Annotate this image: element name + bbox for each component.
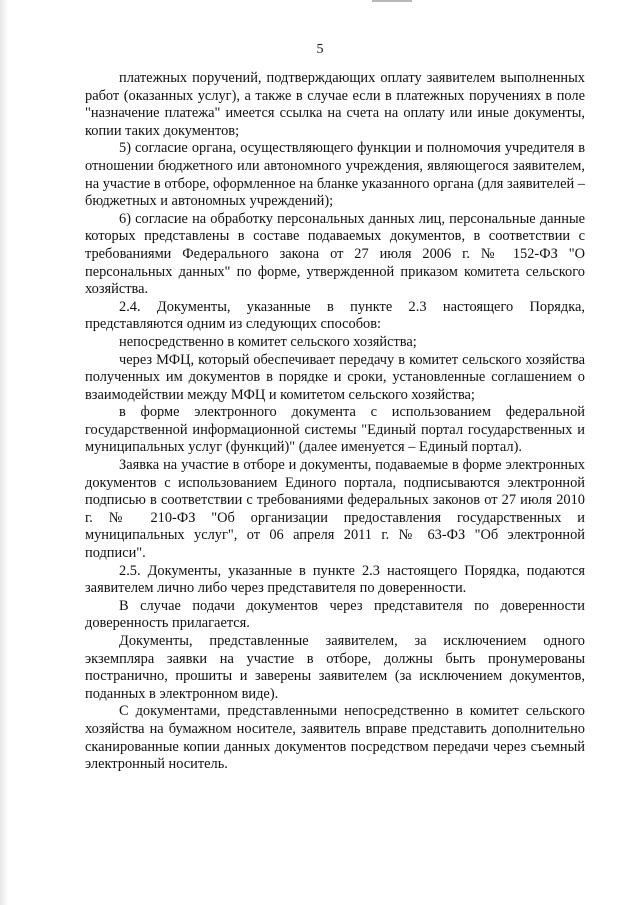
- paragraph-scanned-copies: С документами, представленными непосредственно в комитет сельского хозяйства на бумажном носителе, заявитель вправе представить дополнительно сканированные копии данных документов посредством передачи через съемный электронный носитель.: [85, 703, 585, 773]
- document-body: [85, 70, 585, 774]
- paragraph-payment-orders: платежных поручений, подтверждающих оплату заявителем выполненных работ (оказанных услуг), а также в случае если в платежных поручениях в поле "назначение платежа" имеется ссылка на счета на оплату или иные документы, копии таких документов;: [85, 70, 585, 139]
- paragraph-electronic-signature: Заявка на участие в отборе и документы, подаваемые в форме электронных документов с использованием Единого портала, подписываются электронной подписью в соответствии с требованиями федеральных законов от 27 июля 2010 г. № 210-ФЗ "Об организации предоставления государственных и муниципальных услуг", от 06 апреля 2011 г. № 63-ФЗ "Об электронной подписи".: [85, 457, 585, 562]
- paragraph-power-of-attorney: В случае подачи документов через представителя по доверенности доверенность прилагается.: [85, 597, 585, 632]
- paragraph-item-6: 6) согласие на обработку персональных данных лиц, персональные данные которых представлены в составе подаваемых документов, в соответствии с требованиями Федерального закона от 27 июля 2006 г. № 152-ФЗ "О персональных данных" по форме, утвержденной приказом комитета сельского хозяйства.: [85, 210, 585, 298]
- paragraph-method-direct: непосредственно в комитет сельского хозяйства;: [119, 333, 417, 350]
- paragraph-numbering: Документы, представленные заявителем, за исключением одного экземпляра заявки на участие в отборе, должны быть пронумерованы постранично, прошиты и заверены заявителем (за исключением документов, поданных в электронном виде).: [85, 633, 585, 702]
- paragraph-2-5: 2.5. Документы, указанные в пункте 2.3 настоящего Порядка, подаются заявителем лично либо через представителя по доверенности.: [85, 562, 585, 597]
- page-number: 5: [316, 42, 324, 57]
- paragraph-method-mfc: через МФЦ, который обеспечивает передачу в комитет сельского хозяйства полученных им документов в порядке и сроки, установленные соглашением о взаимодействии между МФЦ и комитетом сельского хозяйства;: [85, 351, 585, 403]
- paragraph-item-5: 5) согласие органа, осуществляющего функции и полномочия учредителя в отношении бюджетного или автономного учреждения, являющегося заявителем, на участие в отборе, оформленное на бланке указанного органа (для заявителей – бюджетных и автономных учреждений);: [85, 140, 585, 210]
- paragraph-2-4: 2.4. Документы, указанные в пункте 2.3 настоящего Порядка, представляются одним из следующих способов:: [85, 298, 585, 333]
- paragraph-method-electronic: в форме электронного документа с использованием федеральной государственной информационной системы "Единый портал государственных и муниципальных услуг (функций)" (далее именуется – Единый портал).: [85, 404, 585, 456]
